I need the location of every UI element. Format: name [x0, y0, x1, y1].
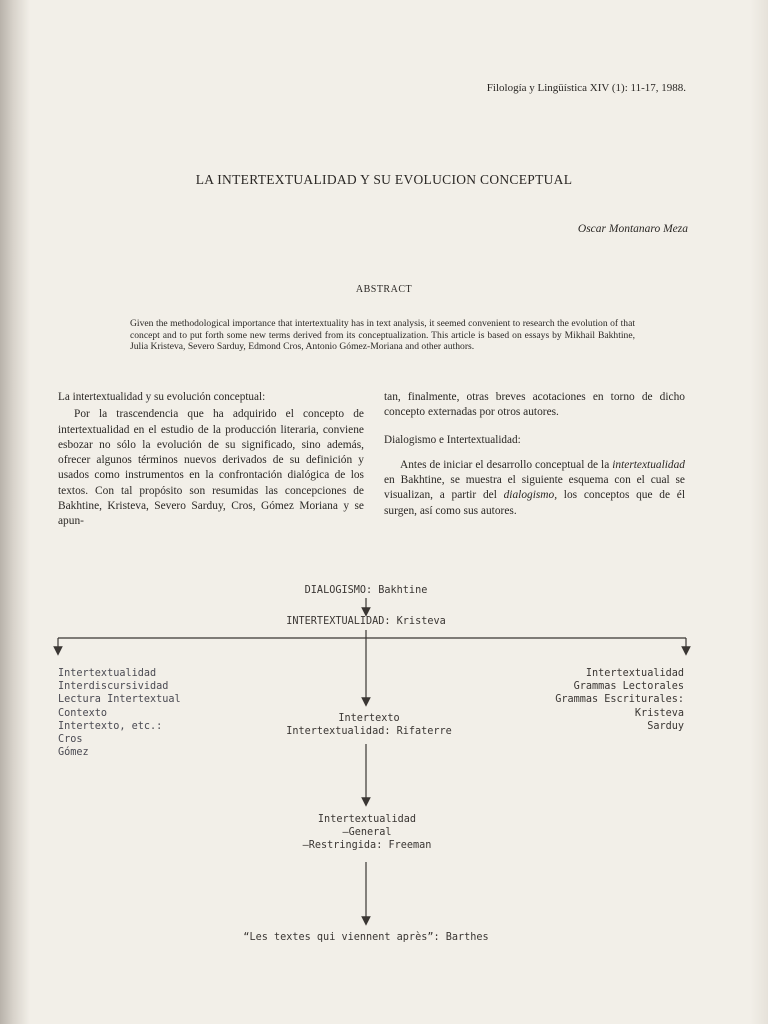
term-intertextualidad: intertextualidad: [612, 458, 685, 471]
node-left-branch: [58, 667, 181, 759]
middle-item: Intertextualidad: Rifaterre: [286, 726, 452, 738]
node-middle-branch: [286, 712, 452, 738]
paragraph-continuation: tan, finalmente, otras breves acotaciones en torno de dicho concepto externadas por otros autores.: [384, 391, 685, 419]
paragraph-text-mid: en Bakhtine, se muestra el siguiente esquema con el cual se visualizan, a partir del: [384, 474, 685, 502]
left-item: Interdiscursividad: [58, 681, 169, 693]
section-heading-evolucion: La intertextualidad y su evolución conceptual:: [58, 391, 266, 403]
lower-item: –General: [342, 827, 392, 839]
abstract-text: Given the methodological importance that intertextuality has in text analysis, it seemed convenient to research the evolution of that concept and to put forth some new terms derived from its conceptualization. This article is based on essays by Mikhail Bakhtine, Julia Kristeva, Severo Sarduy, Edmond Cros, Antonio Gómez-Moriana and other authors.: [130, 318, 635, 352]
left-item: Cros: [58, 734, 83, 746]
lower-item: Intertextualidad: [317, 814, 417, 825]
author-name: Oscar Montanaro Meza: [577, 223, 688, 235]
right-item: Grammas Lectorales: [573, 681, 684, 693]
paragraph-text-start: Antes de iniciar el desarrollo conceptual de la: [400, 458, 613, 471]
node-dialogismo: DIALOGISMO: Bakhtine: [304, 585, 428, 596]
left-item: Intertexto, etc.:: [58, 720, 163, 732]
node-lower: [303, 813, 432, 853]
article-title: LA INTERTEXTUALIDAD Y SU EVOLUCION CONCEPTUAL: [195, 172, 573, 187]
middle-item: Intertexto: [338, 713, 400, 724]
paragraph-text-end: los conceptos que de él surgen, así como sus autores.: [384, 489, 685, 517]
node-barthes: “Les textes qui viennent après”: Barthes: [243, 932, 489, 943]
left-item: Contexto: [58, 707, 108, 719]
left-item: Lectura Intertextual: [58, 694, 181, 706]
abstract-heading: ABSTRACT: [355, 284, 413, 295]
node-right-branch: [555, 667, 684, 733]
right-item: Kristeva: [634, 707, 684, 719]
section-heading-dialogismo: Dialogismo e Intertextualidad:: [384, 433, 521, 446]
paragraph-intro: Por la trascendencia que ha adquirido el concepto de intertextualidad en el estudio de la producción literaria, conviene esbozar no sólo la evolución de su significado, sino además, ofrecer algunos términos nuevos derivados de su definición y usados como instrumentos en la confrontación dialógica de los textos. Con tal propósito son resumidas las concepciones de Bakhtine, Kristeva, Severo Sarduy, Cros, Gómez Moriana y se apun-: [58, 408, 364, 528]
right-item: Sarduy: [647, 720, 684, 732]
node-intertextualidad-kristeva: INTERTEXTUALIDAD: Kristeva: [286, 616, 446, 627]
left-item: Gómez: [58, 747, 89, 759]
left-item: Intertextualidad: [58, 668, 157, 679]
journal-citation: Filología y Lingüística XIV (1): 11-17, 1988.: [486, 82, 686, 94]
right-item: Intertextualidad: [585, 668, 684, 679]
lower-item: –Restringida: Freeman: [302, 840, 432, 852]
right-item: Grammas Escriturales:: [555, 694, 684, 706]
term-dialogismo: dialogismo,: [503, 489, 558, 502]
